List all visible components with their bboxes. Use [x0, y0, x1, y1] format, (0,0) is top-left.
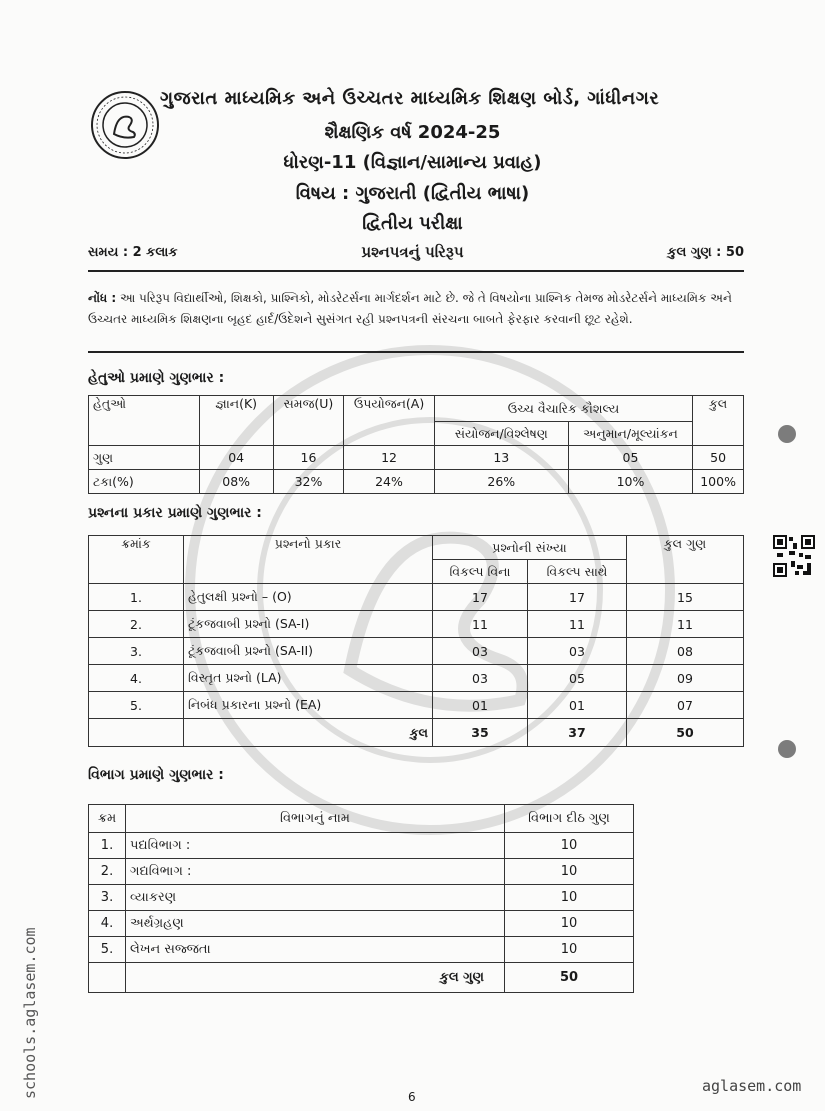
- objectives-section-title: હેતુઓ પ્રમાણે ગુણભાર :: [88, 370, 225, 386]
- note-divider: [88, 351, 744, 353]
- cell-no: 3.: [89, 885, 126, 911]
- exam-name: દ્વિતીય પરીક્ષા: [362, 213, 463, 234]
- cell-knowledge: 04: [199, 446, 273, 470]
- header-no: ક્રમ: [89, 805, 126, 833]
- cell-understanding: 16: [273, 446, 344, 470]
- cell-synthesis: 26%: [434, 470, 568, 494]
- header-divider: [88, 270, 744, 272]
- cell-without: 03: [433, 638, 528, 665]
- header-higher-order: ઉચ્ચ વૈચારિક કૌશલ્ય: [434, 396, 692, 422]
- sections-table: [88, 804, 634, 993]
- cell-name: અર્થગ્રહણ: [126, 911, 505, 937]
- note: [88, 288, 748, 330]
- cell-marks: 07: [627, 692, 744, 719]
- cell-no: 3.: [89, 638, 184, 665]
- cell-marks: 15: [627, 584, 744, 611]
- cell-type: ટૂંકજવાબી પ્રશ્નો (SA-II): [184, 638, 433, 665]
- table-row: [89, 611, 744, 638]
- cell-type: નિબંધ પ્રકારના પ્રશ્નો (EA): [184, 692, 433, 719]
- table-row: [89, 665, 744, 692]
- exam-time: સમય : 2 કલાક: [88, 245, 178, 260]
- cell-application: 24%: [344, 470, 435, 494]
- total-row: [89, 719, 744, 747]
- row-label: ગુણ: [89, 446, 200, 470]
- cell-without: 03: [433, 665, 528, 692]
- cell-no: 4.: [89, 665, 184, 692]
- cell-type: વિસ્તૃત પ્રશ્નો (LA): [184, 665, 433, 692]
- total-with: 37: [528, 719, 627, 747]
- table-row: [89, 937, 634, 963]
- row-label: ટકા(%): [89, 470, 200, 494]
- table-row: [89, 584, 744, 611]
- objectives-table: [88, 395, 744, 494]
- cell-understanding: 32%: [273, 470, 344, 494]
- cell-no: 2.: [89, 859, 126, 885]
- total-marks-cell: 50: [505, 963, 634, 993]
- table-row: [89, 911, 634, 937]
- total-marks: કુલ ગુણ : 50: [667, 245, 744, 260]
- cell-marks: 09: [627, 665, 744, 692]
- qr-code-icon: [773, 535, 815, 577]
- cell-without: 11: [433, 611, 528, 638]
- cell-marks: 10: [505, 885, 634, 911]
- cell-with: 05: [528, 665, 627, 692]
- table-row: [89, 692, 744, 719]
- cell-marks: 08: [627, 638, 744, 665]
- note-label: નોંધ :: [88, 291, 117, 305]
- total-marks-cell: 50: [627, 719, 744, 747]
- site-watermark: aglasem.com: [702, 1077, 802, 1095]
- blueprint-title: પ્રશ્નપત્રનું પરિરૂપ: [361, 243, 464, 261]
- note-text: આ પરિરૂપ વિદ્યાર્થીઓ, શિક્ષકો, પ્રાશ્નિકો, મોડરેટર્સના માર્ગદર્શન માટે છે. જે તે વિષયોના પ્રાશ્નિક તેમજ મોડરેટર્સને માધ્યમિક અને ઉચ્ચતર માધ્યમિક શિક્ષણના બૃહદ હાર્દ/ઉદેશને સુસંગત રહી પ્રશ્નપત્રની સંરચના બાબતે ફેરફાર કરવાની છૂટ રહેશે.: [88, 291, 732, 326]
- cell-application: 12: [344, 446, 435, 470]
- cell-no: 4.: [89, 911, 126, 937]
- cell-no: 1.: [89, 584, 184, 611]
- cell-no: 5.: [89, 937, 126, 963]
- punch-hole: [778, 740, 796, 758]
- question-types-table: [88, 535, 744, 747]
- cell-marks: 10: [505, 937, 634, 963]
- cell-type: ટૂંકજવાબી પ્રશ્નો (SA-I): [184, 611, 433, 638]
- header-evaluation: અનુમાન/મૂલ્યાંકન: [568, 422, 692, 446]
- cell-evaluation: 05: [568, 446, 692, 470]
- cell-with: 01: [528, 692, 627, 719]
- cell-knowledge: 08%: [199, 470, 273, 494]
- qtypes-section-title: પ્રશ્નના પ્રકાર પ્રમાણે ગુણભાર :: [88, 505, 262, 521]
- cell-marks: 10: [505, 911, 634, 937]
- cell-no: 1.: [89, 833, 126, 859]
- cell-with: 11: [528, 611, 627, 638]
- cell-name: લેખન સજ્જતા: [126, 937, 505, 963]
- header-knowledge: જ્ઞાન(K): [199, 396, 273, 446]
- cell-with: 03: [528, 638, 627, 665]
- total-without: 35: [433, 719, 528, 747]
- cell-without: 01: [433, 692, 528, 719]
- table-row: [89, 833, 634, 859]
- cell-marks: 11: [627, 611, 744, 638]
- header-with-choice: વિકલ્પ સાથે: [528, 560, 627, 584]
- site-watermark-vertical: schools.aglasem.com: [21, 927, 39, 1099]
- cell-without: 17: [433, 584, 528, 611]
- cell-synthesis: 13: [434, 446, 568, 470]
- header-understanding: સમજ(U): [273, 396, 344, 446]
- cell-marks: 10: [505, 859, 634, 885]
- cell-total: 100%: [693, 470, 744, 494]
- cell-name: ગદ્યવિભાગ :: [126, 859, 505, 885]
- cell-total: 50: [693, 446, 744, 470]
- header-section-name: વિભાગનું નામ: [126, 805, 505, 833]
- header-synthesis: સંયોજન/વિશ્લેષણ: [434, 422, 568, 446]
- sections-section-title: વિભાગ પ્રમાણે ગુણભાર :: [88, 767, 224, 783]
- table-row: [89, 470, 744, 494]
- header-marks: કુલ ગુણ: [627, 536, 744, 584]
- subject: વિષય : ગુજરાતી (દ્વિતીય ભાષા): [295, 183, 530, 204]
- header-type: પ્રશ્નનો પ્રકાર: [184, 536, 433, 584]
- header-application: ઉપયોજન(A): [344, 396, 435, 446]
- cell-name: પદ્યવિભાગ :: [126, 833, 505, 859]
- table-row: [89, 885, 634, 911]
- academic-year: શૈક્ષણિક વર્ષ 2024-25: [324, 122, 501, 143]
- header-no: ક્રમાંક: [89, 536, 184, 584]
- cell-name: વ્યાકરણ: [126, 885, 505, 911]
- cell-no: 5.: [89, 692, 184, 719]
- total-label: કુલ: [184, 719, 433, 747]
- cell-type: હેતુલક્ષી પ્રશ્નો – (O): [184, 584, 433, 611]
- punch-hole: [778, 425, 796, 443]
- cell-marks: 10: [505, 833, 634, 859]
- header-without-choice: વિકલ્પ વિના: [433, 560, 528, 584]
- total-row: [89, 963, 634, 993]
- table-row: [89, 638, 744, 665]
- table-row: [89, 446, 744, 470]
- cell-evaluation: 10%: [568, 470, 692, 494]
- header-count: પ્રશ્નોની સંખ્યા: [433, 536, 627, 560]
- cell-no: 2.: [89, 611, 184, 638]
- page-number: 6: [408, 1090, 416, 1104]
- cell-with: 17: [528, 584, 627, 611]
- total-label: કુલ ગુણ: [126, 963, 505, 993]
- header-section-marks: વિભાગ દીઠ ગુણ: [505, 805, 634, 833]
- board-name: ગુજરાત માધ્યમિક અને ઉચ્ચતર માધ્યમિક શિક્ષણ બોર્ડ, ગાંધીનગર: [160, 88, 660, 109]
- standard: ધોરણ-11 (વિજ્ઞાન/સામાન્ય પ્રવાહ): [283, 152, 542, 173]
- table-row: [89, 859, 634, 885]
- header-objective: હેતુઓ: [89, 396, 200, 446]
- header-total: કુલ: [693, 396, 744, 446]
